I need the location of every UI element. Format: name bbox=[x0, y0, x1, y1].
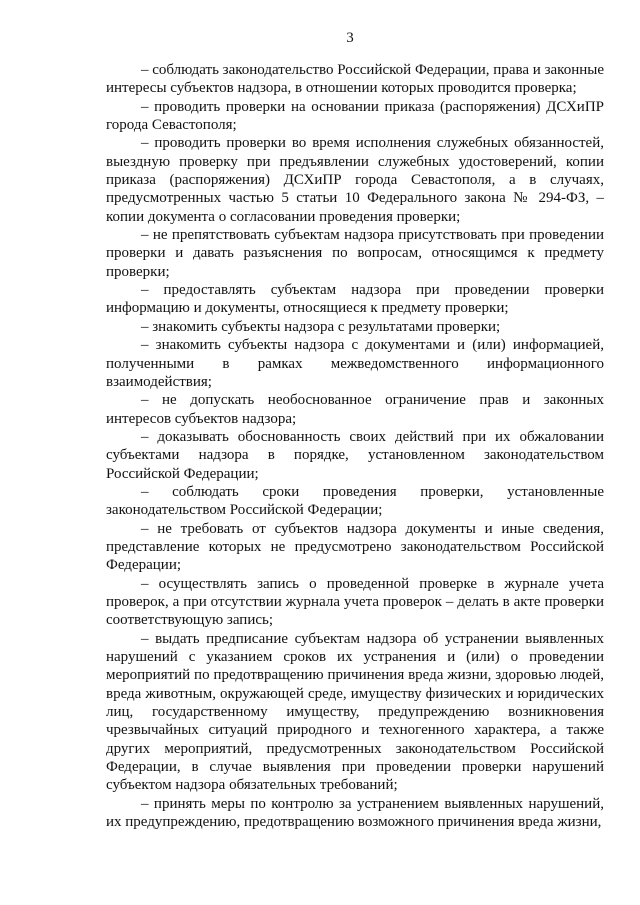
paragraph: – проводить проверки на основании приказа (распоряжения) ДСХиПР города Севастополя; bbox=[106, 98, 604, 134]
paragraph: – принять меры по контролю за устранением выявленных нарушений, их предупреждению, предотвращению возможного причинения вреда жизни, bbox=[106, 795, 604, 831]
paragraph: – знакомить субъекты надзора с документами и (или) информацией, полученными в рамках межведомственного информационного взаимодействия; bbox=[106, 337, 604, 390]
document-body bbox=[106, 61, 604, 831]
paragraph: – выдать предписание субъектам надзора об устранении выявленных нарушений с указанием сроков их устранения и (или) о проведении мероприятий по предотвращению причинения вреда жизни, здоровью людей, вреда животным, окружающей среде, имуществу физических и юридических лиц, государственному имуществу, предупреждению возникновения чрезвычайных ситуаций природного и техногенного характера, а также других мероприятий, предусмотренных законодательством Российской Федерации, в случае выявления при проведении проверки нарушений субъектом надзора обязательных требований; bbox=[106, 630, 604, 794]
paragraph: – не допускать необоснованное ограничение прав и законных интересов субъектов надзора; bbox=[106, 392, 604, 427]
paragraph: – не препятствовать субъектам надзора присутствовать при проведении проверки и давать разъяснения по вопросам, относящимся к предмету проверки; bbox=[106, 227, 604, 280]
paragraph: – осуществлять запись о проведенной проверке в журнале учета проверок, а при отсутствии журнала учета проверок – делать в акте проверки соответствующую запись; bbox=[106, 575, 604, 629]
paragraph: – доказывать обоснованность своих действий при их обжаловании субъектами надзора в порядке, установленном законодательством Российской Федерации; bbox=[106, 428, 604, 482]
paragraph: – не требовать от субъектов надзора документы и иные сведения, представление которых не предусмотрено законодательством Российской Федерации; bbox=[106, 520, 604, 574]
page-number: 3 bbox=[346, 30, 354, 46]
paragraph: – знакомить субъекты надзора с результатами проверки; bbox=[141, 318, 501, 335]
paragraph: – предоставлять субъектам надзора при проведении проверки информацию и документы, относящиеся к предмету проверки; bbox=[106, 282, 604, 317]
paragraph: – проводить проверки во время исполнения служебных обязанностей, выездную проверку при предъявлении служебных удостоверений, копии приказа (распоряжения) ДСХиПР города Севастополя, а в случаях, предусмотренных частью 5 статьи 10 Федерального закона № 294-ФЗ, – копии документа о согласовании проведения проверки; bbox=[106, 135, 604, 225]
paragraph: – соблюдать сроки проведения проверки, установленные законодательством Российской Федерации; bbox=[106, 483, 604, 519]
paragraph: – соблюдать законодательство Российской Федерации, права и законные интересы субъектов надзора, в отношении которых проводится проверка; bbox=[106, 62, 604, 97]
